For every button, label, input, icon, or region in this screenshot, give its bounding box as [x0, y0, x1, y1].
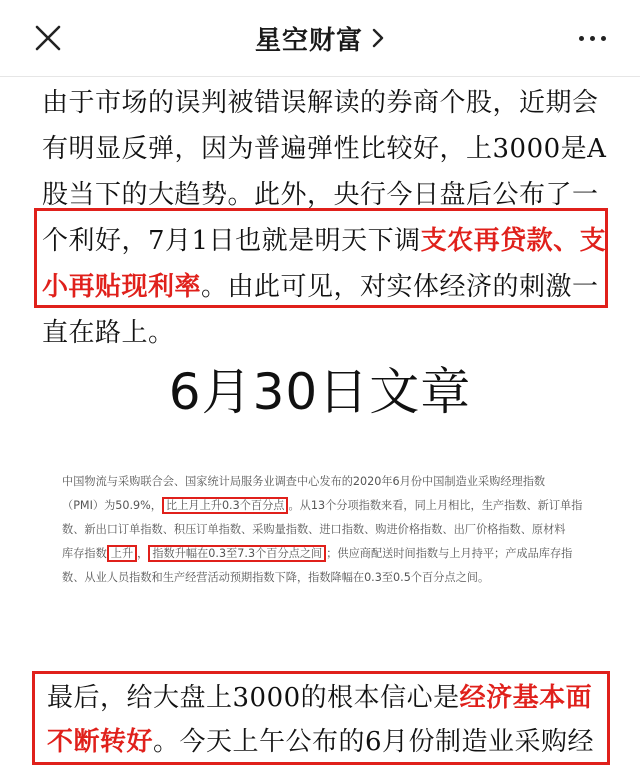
text-line: [42, 218, 608, 264]
chevron-right-icon: [371, 27, 385, 49]
text-segment: 最后，给大盘上3000的根本信心是: [47, 683, 460, 713]
article-paragraph: [47, 676, 594, 764]
text-line: 直在路上。: [42, 318, 175, 348]
text-segment: 。由此可见，对实体经济的刺激一: [201, 272, 599, 302]
text-segment: 。今天上午公布的6月份制造业采购经: [153, 727, 595, 757]
text-segment: 库存指数: [62, 547, 107, 560]
boxed-text: 比上月上升0.3个百分点: [162, 497, 288, 514]
highlighted-text: 不断转好: [47, 727, 154, 757]
highlighted-text: 小再贴现利率: [42, 272, 202, 302]
account-title-button[interactable]: [220, 18, 420, 58]
section-heading: 6月30日文章: [168, 363, 472, 421]
text-segment: 。从13个分项指数来看，同上月相比，生产指数、新订单指: [288, 499, 583, 512]
text-segment: ；供应商配送时间指数与上月持平；产成品库存指: [326, 547, 573, 560]
article-paragraph: [42, 80, 608, 356]
boxed-text: 上升: [107, 545, 137, 562]
text-line: 由于市场的误判被错误解读的券商个股，近期会: [42, 88, 599, 118]
excerpt-line: 数、从业人员指数和生产经营活动预期指数下降，指数降幅在0.3至0.5个百分点之间。: [62, 571, 490, 584]
top-bar: [0, 0, 640, 76]
more-dots-icon: [579, 36, 584, 41]
excerpt-line: [62, 542, 582, 566]
quoted-excerpt: [62, 470, 582, 590]
text-line: 有明显反弹，因为普遍弹性比较好，上3000是A: [42, 134, 607, 164]
header-divider: [0, 76, 640, 77]
account-title: 星空财富: [254, 25, 363, 56]
text-line: [47, 720, 594, 764]
highlighted-text: 经济基本面: [459, 683, 593, 713]
close-button[interactable]: [28, 18, 68, 58]
more-button[interactable]: [572, 18, 612, 58]
more-dots-icon: [590, 36, 595, 41]
text-line: [47, 676, 594, 720]
text-segment: （PMI）为50.9%，: [62, 499, 162, 512]
text-segment: 个利好，7月1日也就是明天下调: [42, 226, 421, 256]
text-line: 股当下的大趋势。此外，央行今日盘后公布了一: [42, 180, 599, 210]
more-dots-icon: [601, 36, 606, 41]
highlighted-text: 支农再贷款、支: [420, 226, 607, 256]
excerpt-line: 数、新出口订单指数、积压订单指数、采购量指数、进口指数、购进价格指数、出厂价格指数、原材料: [62, 523, 566, 536]
boxed-text: 指数升幅在0.3至7.3个百分点之间: [148, 545, 326, 562]
excerpt-line: 中国物流与采购联合会、国家统计局服务业调查中心发布的2020年6月份中国制造业采购经理指数: [62, 475, 546, 488]
text-line: [42, 264, 608, 310]
text-segment: ，: [137, 547, 149, 560]
highlight-box: [32, 671, 610, 765]
excerpt-line: [62, 494, 582, 518]
close-icon: [34, 24, 62, 52]
